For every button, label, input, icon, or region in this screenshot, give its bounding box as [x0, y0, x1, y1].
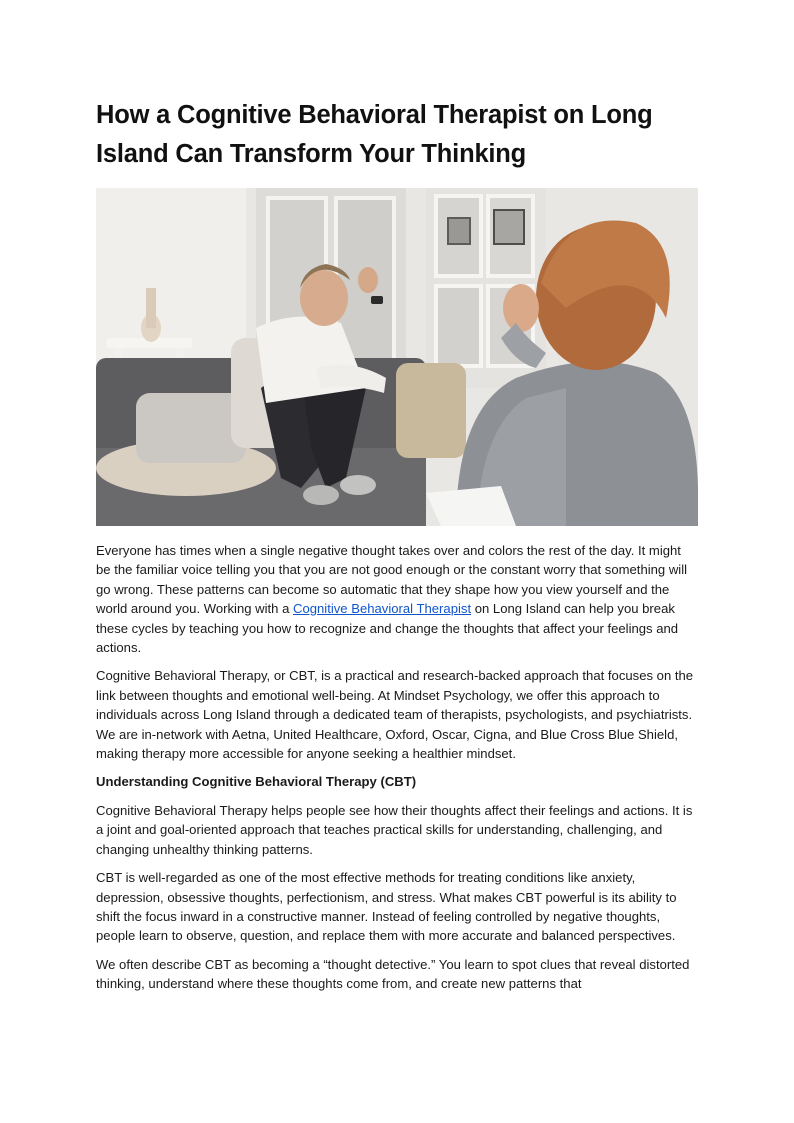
cbt-therapist-link[interactable]: Cognitive Behavioral Therapist	[293, 601, 472, 617]
section-heading: Understanding Cognitive Behavioral Therapy (CBT)	[96, 774, 417, 790]
intro-text-after-link: on Long Island can help you break these cycles by teaching you how to recognize and change the thoughts that affect your feelings and actions.	[96, 601, 679, 656]
paragraph-cbt-effectiveness: CBT is well-regarded as one of the most effective methods for treating conditions like anxiety, depression, obsessive thoughts, perfectionism, and stress. What makes CBT powerful is its ability to shift the focus inward in a constructive manner. Instead of feeling controlled by negative thoughts, people learn to observe, question, and replace them with more accurate and balanced perspectives.	[96, 870, 677, 944]
article-body	[96, 541, 698, 994]
intro-paragraph	[96, 541, 698, 657]
paragraph-cbt-definition: Cognitive Behavioral Therapy helps people see how their thoughts affect their feelings and actions. It is a joint and goal-oriented approach that teaches practical skills for understanding, challenging, and changing unhealthy thinking patterns.	[96, 802, 693, 857]
document-page	[96, 96, 698, 1003]
intro-text-before-link: Everyone has times when a single negative thought takes over and colors the rest of the day. It might be the familiar voice telling you that you are not good enough or the constant worry that something will go wrong. These patterns can become so automatic that they shape how you view yourself and the world around you. Working with a	[96, 543, 688, 617]
hero-image	[96, 188, 698, 526]
page-title: How a Cognitive Behavioral Therapist on Long Island Can Transform Your Thinking	[96, 101, 653, 168]
paragraph-cbt-overview: Cognitive Behavioral Therapy, or CBT, is a practical and research-backed approach that focuses on the link between thoughts and emotional well-being. At Mindset Psychology, we offer this approach to individuals across Long Island through a dedicated team of therapists, psychologists, and psychiatrists. We are in-network with Aetna, United Healthcare, Oxford, Oscar, Cigna, and Blue Cross Blue Shield, making therapy more accessible for anyone seeking a healthier mindset.	[96, 668, 694, 762]
paragraph-thought-detective: We often describe CBT as becoming a “thought detective.” You learn to spot clues that reveal distorted thinking, understand where these thoughts come from, and create new patterns that	[96, 956, 690, 992]
